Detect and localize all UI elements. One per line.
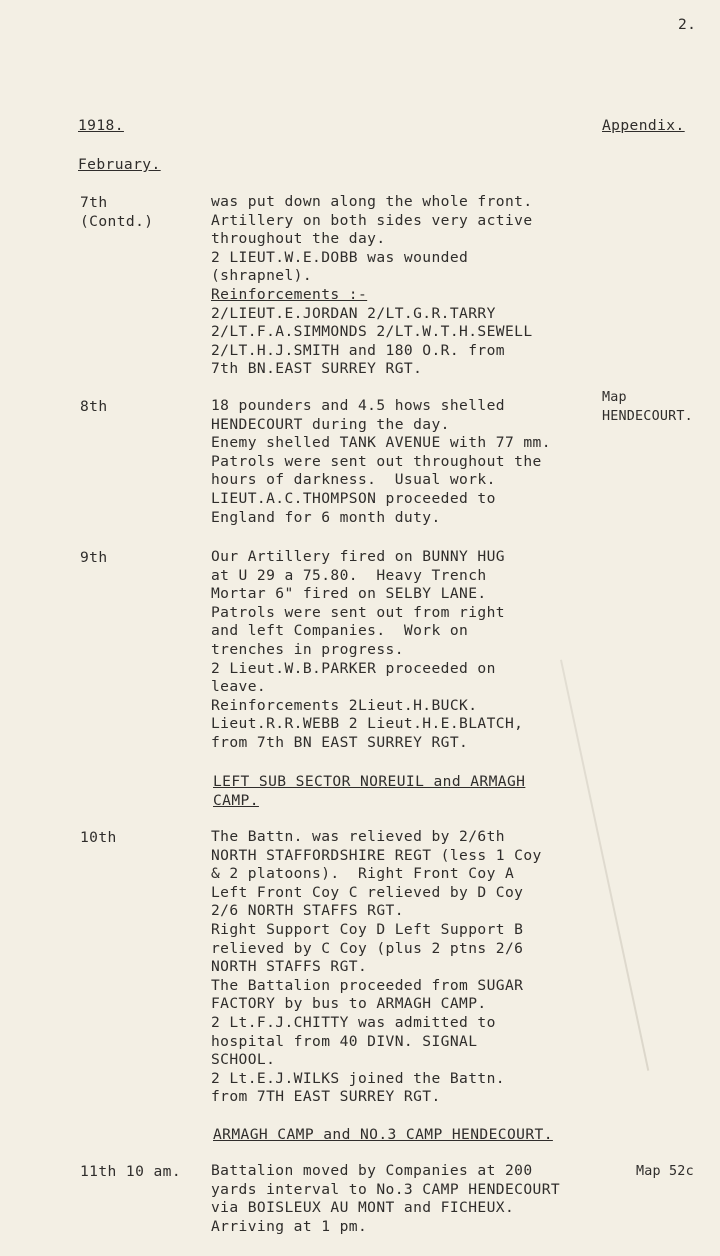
reinforcements-label: Reinforcements :- [211, 285, 368, 303]
entry-body-11th: Battalion moved by Companies at 200 yards interval to No.3 CAMP HENDECOURT via BOISLEUX AU MONT and FICHEUX. Arriving at 1 pm. [211, 1162, 561, 1235]
month-heading: February. [78, 156, 161, 173]
entry-body-10th: The Battn. was relieved by 2/6th NORTH STAFFORDSHIRE REGT (less 1 Coy & 2 platoons). Right Front Coy A Left Front Coy C relieved by D Coy 2/6 NORTH STAFFS RGT. Right Support Coy D Left Support B relieved by C Coy (plus 2 ptns 2/6 NORTH STAFFS RGT. The Battalion proceeded from SUGAR FACTORY by bus to ARMAGH CAMP. 2 Lt.F.J.CHITTY was admitted to hospital from 40 DIVN. SIGNAL SCHOOL. 2 Lt.E.J.WILKS joined the Battn. from 7TH EAST SURREY RGT. [211, 828, 542, 1106]
entry-date-8th: 8th [80, 398, 108, 415]
entry-date-9th: 9th [80, 549, 108, 566]
section-heading-armagh-camp: ARMAGH CAMP and NO.3 CAMP HENDECOURT. [213, 1126, 553, 1143]
entry-date-11th: 11th 10 am. [80, 1163, 182, 1180]
margin-note-map-52c: Map 52c [636, 1164, 694, 1179]
year-heading: 1918. [78, 117, 124, 134]
entry-body-8th: 18 pounders and 4.5 hows shelled HENDECOURT during the day. Enemy shelled TANK AVENUE with 77 mm. Patrols were sent out throughout the hours of darkness. Usual work. LIEUT.A.C.THOMPSON proceeded to England for 6 month duty. [211, 397, 551, 526]
entry-body-7th: was put down along the whole front. Artillery on both sides very active throughout the day. 2 LIEUT.W.E.DOBB was wounded (shrapnel). Reinforcements :- 2/LIEUT.E.JORDAN 2/LT.G.R.TARRY 2/LT.F.A.SIMMONDS 2/LT.W.T.H.SEWELL 2/LT.H.J.SMITH and 180 O.R. from 7th BN.EAST SURREY RGT. [211, 193, 533, 378]
margin-note-map-hendecourt: Map HENDECOURT. [602, 390, 693, 424]
section-heading-left-sub-sector: LEFT SUB SECTOR NOREUIL and ARMAGH CAMP. [213, 773, 526, 809]
entry-body-9th: Our Artillery fired on BUNNY HUG at U 29 a 75.80. Heavy Trench Mortar 6" fired on SELBY LANE. Patrols were sent out from right and left Companies. Work on trenches in progress. 2 Lieut.W.B.PARKER proceeded on leave. Reinforcements 2Lieut.H.BUCK. Lieut.R.R.WEBB 2 Lieut.H.E.BLATCH, from 7th BN EAST SURREY RGT. [211, 548, 524, 751]
entry-date-7th: 7th (Contd.) [80, 194, 154, 230]
page-number: 2. [678, 16, 697, 33]
entry-date-10th: 10th [80, 829, 117, 846]
paper-crease [560, 660, 649, 1071]
appendix-heading: Appendix. [602, 117, 685, 134]
